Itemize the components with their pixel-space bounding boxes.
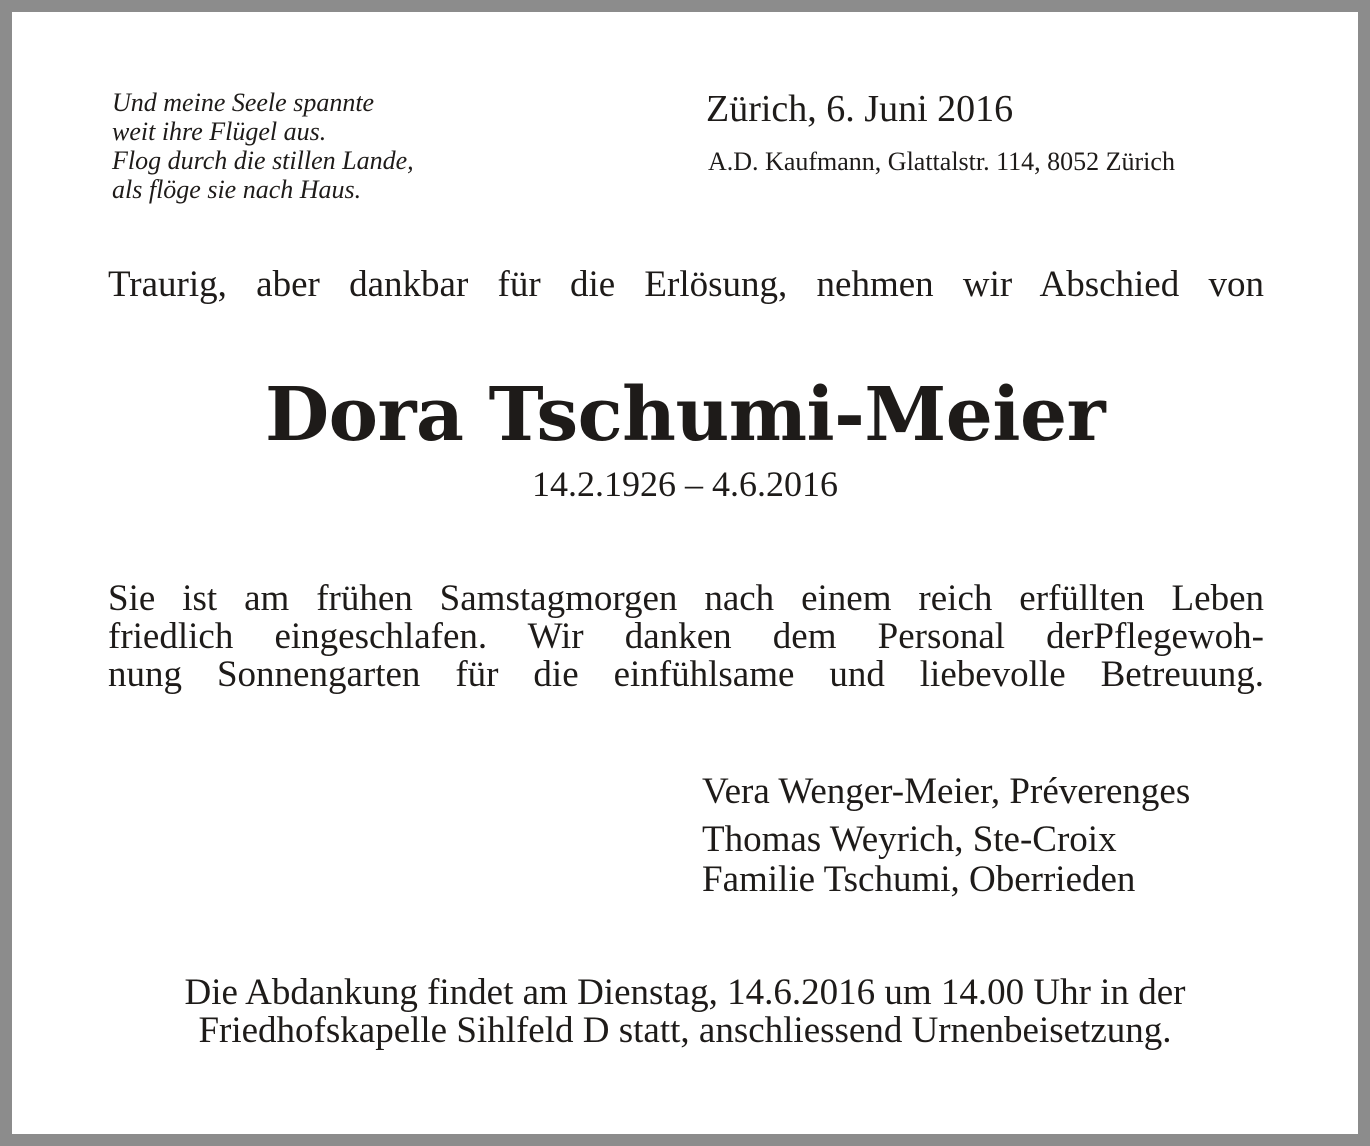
- body-line: friedlich eingeschlafen. Wir danken dem Personal derPflegewoh-: [108, 616, 1264, 657]
- body-line: Sie ist am frühen Samstagmorgen nach einem reich erfüllten Leben: [108, 578, 1264, 619]
- body-line: nung Sonnengarten für die einfühlsame und liebevolle Betreuung.: [108, 654, 1264, 695]
- ceremony-line: Die Abdankung findet am Dienstag, 14.6.2016 um 14.00 Uhr in der: [184, 972, 1186, 1013]
- mourner-entry: Familie Tschumi, Oberrieden: [702, 859, 1136, 900]
- poem-verse: [112, 88, 552, 204]
- ceremony-line: Friedhofskapelle Sihlfeld D statt, anschliessend Urnenbeisetzung.: [198, 1010, 1172, 1051]
- obituary-notice: [12, 12, 1358, 1134]
- deceased-name: Dora Tschumi-Meier: [264, 372, 1106, 458]
- mourner-entry: Vera Wenger-Meier, Préverenges: [702, 771, 1191, 812]
- poem-line: Und meine Seele spannte: [112, 88, 375, 117]
- ceremony-notice: [12, 974, 1358, 1050]
- place-date: Zürich, 6. Juni 2016: [706, 88, 1014, 130]
- contact-address: A.D. Kaufmann, Glattalstr. 114, 8052 Zürich: [708, 147, 1175, 176]
- mourner-entry: Thomas Weyrich, Ste-Croix: [702, 819, 1117, 860]
- life-dates: 14.2.1926 – 4.6.2016: [532, 464, 838, 504]
- poem-line: Flog durch die stillen Lande,: [112, 146, 414, 175]
- body-paragraph: [108, 580, 1264, 694]
- intro-line: Traurig, aber dankbar für die Erlösung, nehmen wir Abschied von: [108, 264, 1264, 305]
- poem-line: als flöge sie nach Haus.: [112, 175, 362, 204]
- poem-line: weit ihre Flügel aus.: [112, 117, 327, 146]
